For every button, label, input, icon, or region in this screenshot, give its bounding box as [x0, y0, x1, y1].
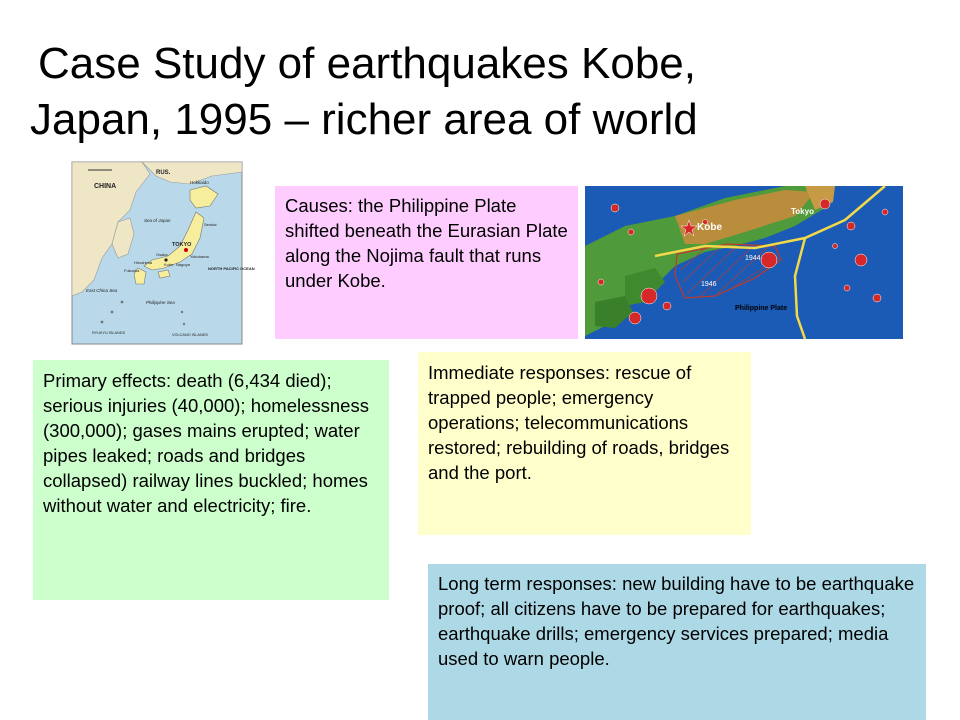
label-kobe: Kobe	[164, 262, 174, 267]
label-east-china-sea: East China Sea	[86, 288, 118, 293]
kobe-map-label-tokyo: Tokyo	[791, 207, 814, 216]
kobe-map-label-1944: 1944	[745, 255, 761, 262]
label-tokyo: TOKYO	[172, 242, 192, 248]
label-north-pacific: NORTH PACIFIC OCEAN	[208, 266, 255, 271]
primary-effects-box: Primary effects: death (6,434 died); serious injuries (40,000); homelessness (300,000); gases mains erupted; water pipes leaked; roads and bridges collapsed) railway lines buckled; homes without water and electricity; fire.	[33, 360, 389, 600]
kobe-map-label-1946: 1946	[701, 281, 717, 288]
label-sendai: Sendai	[204, 222, 217, 227]
label-yokohama: Yokohama	[190, 254, 209, 259]
label-philippine-sea: Philippine Sea	[146, 300, 175, 305]
slide-title	[0, 36, 960, 148]
label-china: CHINA	[94, 183, 117, 190]
label-ryukyu: RYUKYU ISLANDS	[92, 331, 126, 335]
kobe-map-label-kobe: Kobe	[697, 222, 722, 233]
title-line-2: Japan, 1995 – richer area of world	[30, 95, 698, 144]
tokyo-marker	[184, 248, 188, 252]
label-volcano: VOLCANO ISLANDS	[172, 333, 208, 337]
long-term-responses-box: Long term responses: new building have to be earthquake proof; all citizens have to be prepared for earthquakes; earthquake drills; emergency services prepared; media used to warn people.	[428, 564, 926, 720]
label-osaka: Osaka	[156, 252, 168, 257]
label-rus: RUS.	[156, 170, 171, 176]
title-line-1: Case Study of earthquakes Kobe,	[38, 39, 696, 88]
label-sea-of-japan: Sea of Japan	[144, 218, 171, 223]
label-hiroshima: Hiroshima	[134, 260, 153, 265]
kobe-map-label-plate: Philippine Plate	[735, 305, 788, 312]
japan-map	[72, 162, 255, 344]
label-hokkaido: Hokkaido	[190, 180, 209, 185]
label-fukuoka: Fukuoka	[124, 268, 140, 273]
causes-box: Causes: the Philippine Plate shifted beneath the Eurasian Plate along the Nojima fault that runs under Kobe.	[275, 186, 578, 339]
label-nagoya: Nagoya	[176, 262, 190, 267]
kobe-tectonic-map	[585, 186, 903, 339]
immediate-responses-box: Immediate responses: rescue of trapped people; emergency operations; telecommunications restored; rebuilding of roads, bridges and the port.	[418, 352, 751, 535]
